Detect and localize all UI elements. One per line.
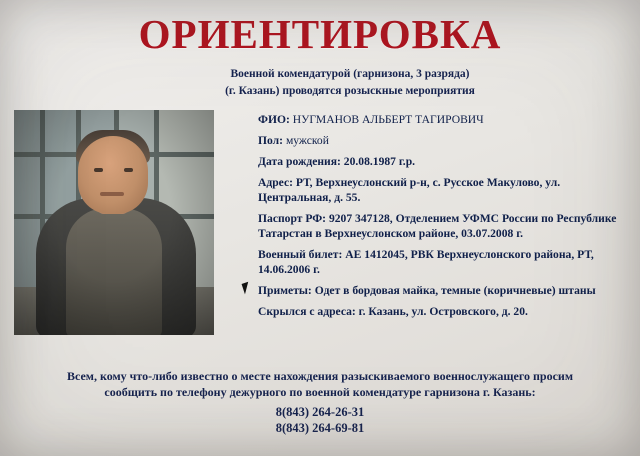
detail-value: РТ, Верхнеуслонский р-н, с. Русское Макулово, ул. Центральная, д. 55. — [258, 176, 561, 204]
detail-value: НУГМАНОВ АЛЬБЕРТ ТАГИРОВИЧ — [292, 113, 484, 126]
contact-phones — [14, 404, 626, 436]
detail-row — [258, 175, 626, 205]
detail-value: АЕ 1412045, РВК Верхнеуслонского района, РТ, 14.06.2006 г. — [258, 248, 594, 276]
mouse-cursor — [242, 281, 256, 295]
detail-label: Дата рождения: — [258, 155, 341, 168]
phone-number-2: 8(843) 264-69-81 — [275, 421, 365, 435]
detail-label: Приметы: — [258, 284, 312, 297]
detail-value: 20.08.1987 г.р. — [343, 155, 416, 168]
footer-line-1: Всем, кому что-либо известно о месте нахождения разыскиваемого военнослужащего просим — [66, 369, 573, 383]
detail-label: Скрылся с адреса: — [258, 305, 356, 318]
person-photo — [14, 110, 214, 335]
detail-value: г. Казань, ул. Островского, д. 20. — [358, 305, 528, 318]
detail-label: Паспорт РФ: — [258, 212, 327, 225]
detail-value: 9207 347128, Отделением УФМС России по Республике Татарстан в Верхнеуслонском районе, 03.07.2008 г. — [258, 212, 617, 240]
detail-row — [258, 211, 626, 241]
detail-value: Одет в бордовая майка, темные (коричневые) штаны — [314, 284, 596, 297]
details-block — [258, 112, 626, 325]
subtitle-line-2: (г. Казань) проводятся розыскные мероприятия — [225, 85, 475, 97]
page-title: ОРИЕНТИРОВКА — [138, 11, 502, 57]
detail-row — [258, 304, 626, 319]
detail-row — [258, 112, 626, 127]
detail-value: мужской — [285, 134, 329, 147]
subtitle-line-1: Военной комендатурой (гарнизона, 3 разряда) — [230, 68, 470, 80]
detail-row — [258, 154, 626, 169]
footer-text — [14, 368, 626, 400]
detail-label: Адрес: — [258, 176, 293, 189]
detail-label: ФИО: — [258, 113, 290, 126]
detail-row — [258, 133, 626, 148]
detail-label: Военный билет: — [258, 248, 343, 261]
footer-line-2: сообщить по телефону дежурного по военной комендатуре гарнизона г. Казань: — [104, 385, 536, 399]
detail-row — [258, 283, 626, 298]
subtitle — [150, 66, 550, 100]
detail-row — [258, 247, 626, 277]
detail-label: Пол: — [258, 134, 284, 147]
photo-vignette — [14, 110, 214, 335]
phone-number-1: 8(843) 264-26-31 — [275, 405, 365, 419]
